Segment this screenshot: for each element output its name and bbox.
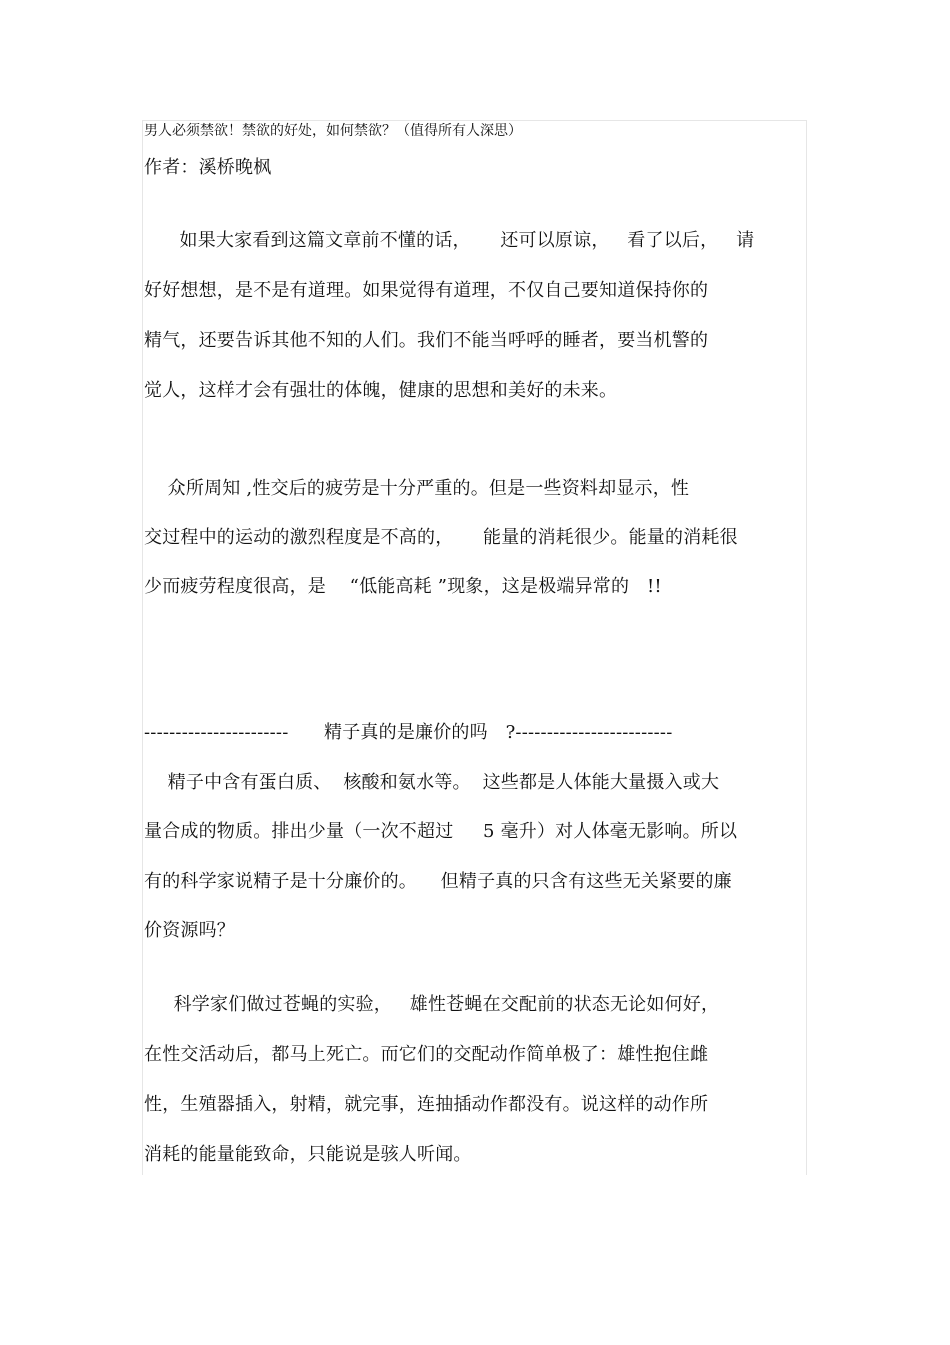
text-line: 精气，还要告诉其他不知的人们。我们不能当呼呼的睡者，要当机警的 [144,330,709,351]
text-line: 价资源吗？ [144,920,235,941]
text-line: 交过程中的运动的激烈程度是不高的， 能量的消耗很少。能量的消耗很 [144,527,738,548]
text-line: 精子中含有蛋白质、 核酸和氨水等。 这些都是人体能大量摄入或大 [144,772,720,793]
text-line: 性，生殖器插入，射精，就完事，连抽插动作都没有。说这样的动作所 [144,1094,709,1115]
text-line: 量合成的物质。排出少量（一次不超过 5 毫升）对人体毫无影响。所以 [144,821,738,842]
text-line: 好好想想，是不是有道理。如果觉得有道理，不仅自己要知道保持你的 [144,280,709,301]
author-line: 作者：溪桥晚枫 [144,157,272,178]
text-line: 消耗的能量能致命，只能说是骇人听闻。 [144,1144,472,1165]
text-line: 众所周知 ,性交后的疲劳是十分严重的。但是一些资料却显示，性 [144,478,690,499]
text-line: 科学家们做过苍蝇的实验， 雄性苍蝇在交配前的状态无论如何好， [144,994,720,1015]
text-line: 觉人，这样才会有强壮的体魄，健康的思想和美好的未来。 [144,380,618,401]
text-line: 如果大家看到这篇文章前不懂的话， 还可以原谅， 看了以后， 请 [144,230,755,251]
section-heading: ----------------------- 精子真的是廉价的吗 ?------------------------- [144,722,673,743]
document-title: 男人必须禁欲！禁欲的好处，如何禁欲？（值得所有人深思） [144,123,522,139]
text-line: 在性交活动后，都马上死亡。而它们的交配动作简单极了：雄性抱住雌 [144,1044,709,1065]
text-line: 有的科学家说精子是十分廉价的。 但精子真的只含有这些无关紧要的廉 [144,871,732,892]
text-line: 少而疲劳程度很高，是 “低能高耗 ”现象，这是极端异常的 !! [144,576,662,597]
